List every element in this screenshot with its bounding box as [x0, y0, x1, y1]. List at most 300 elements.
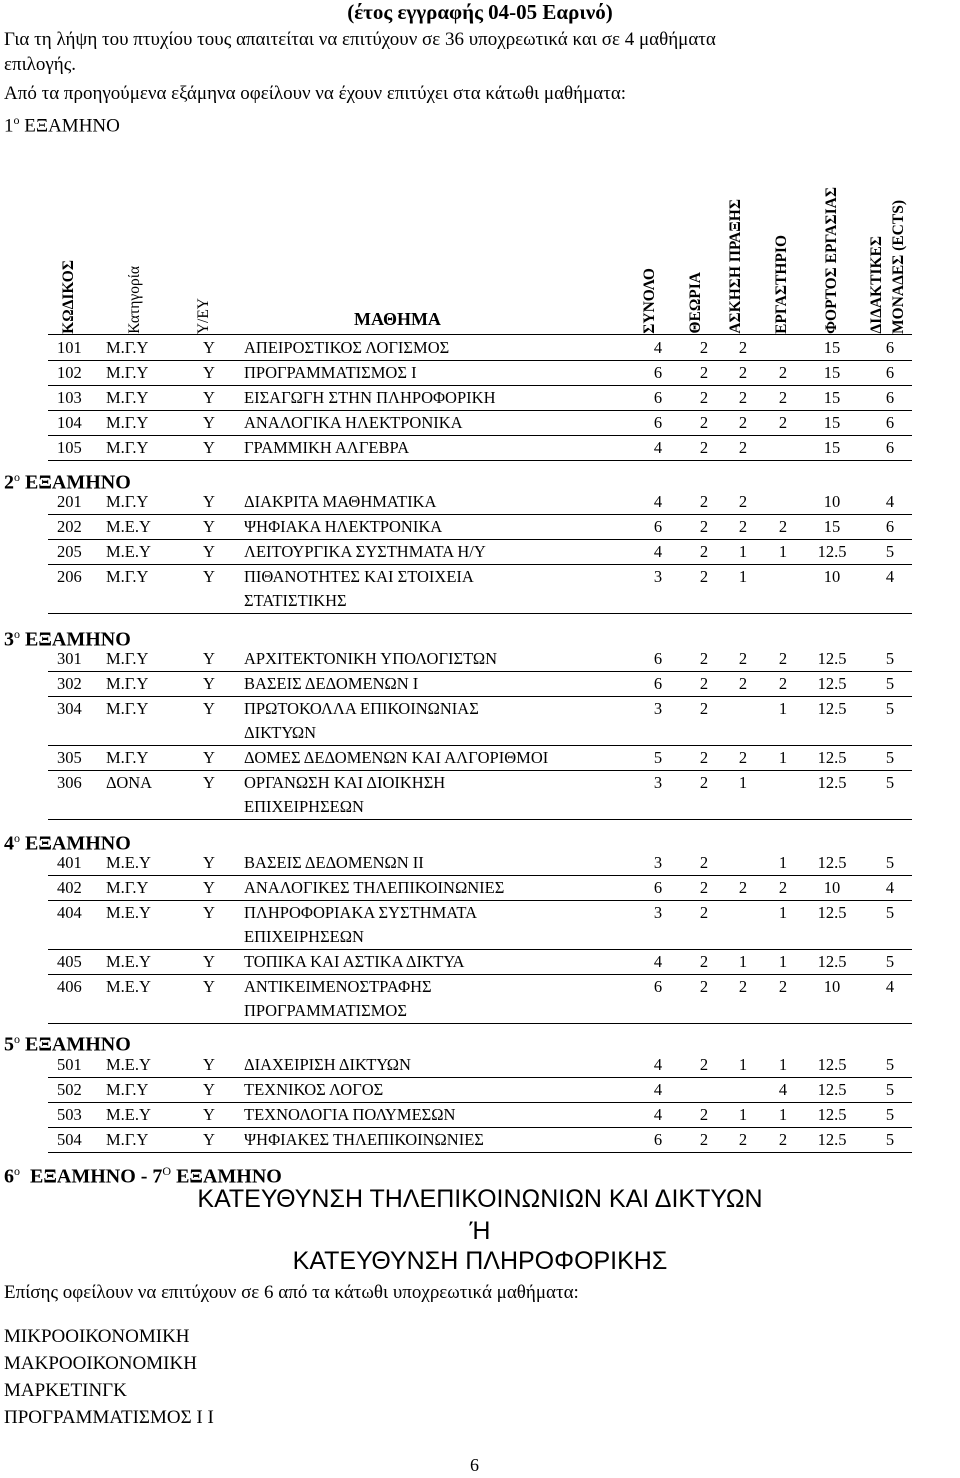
hours-total: 4 — [653, 1105, 663, 1124]
hours-lab: 2 — [778, 977, 788, 996]
semester-number: 5 — [4, 1033, 14, 1056]
hours-theory: 2 — [699, 438, 709, 457]
course-code: 404 — [57, 903, 82, 922]
course-name: ΨΗΦΙΑΚΑ ΗΛΕΚΤΡΟΝΙΚΑ — [244, 517, 443, 536]
hours-total: 4 — [653, 952, 663, 971]
course-category: Μ.Γ.Υ — [106, 699, 149, 718]
course-category: Μ.Γ.Υ — [106, 1130, 149, 1149]
hours-theory: 2 — [699, 674, 709, 693]
workload: 12.5 — [817, 1055, 847, 1074]
list-item: ΠΡΟΓΡΑΜΜΑΤΙΣΜΟΣ Ι Ι — [4, 1407, 214, 1428]
hours-practice: 2 — [738, 977, 748, 996]
course-code: 103 — [57, 388, 82, 407]
table-row — [0, 336, 960, 360]
course-code: 305 — [57, 748, 82, 767]
hours-total: 6 — [653, 649, 663, 668]
table-row — [0, 1078, 960, 1102]
hours-theory: 2 — [699, 338, 709, 357]
hours-theory: 2 — [699, 492, 709, 511]
header-ects-1: ΔΙΔΑΚΤΙΚΕΣ — [868, 236, 885, 334]
semester-number: 1 — [4, 115, 14, 137]
hours-practice: 2 — [738, 748, 748, 767]
course-code: 202 — [57, 517, 82, 536]
course-type: Υ — [203, 878, 215, 897]
hours-theory: 2 — [699, 773, 709, 792]
intro-line-2: επιλογής. — [4, 54, 77, 75]
course-category: Μ.Ε.Υ — [106, 903, 151, 922]
course-name: ΤΕΧΝΙΚΟΣ ΛΟΓΟΣ — [244, 1080, 384, 1099]
ects-credits: 5 — [885, 853, 895, 872]
ects-credits: 5 — [885, 952, 895, 971]
hours-lab: 2 — [778, 649, 788, 668]
hours-theory: 2 — [699, 977, 709, 996]
direction-informatics: ΚΑΤΕΥΘΥΝΣΗ ΠΛΗΡΟΦΟΡΙΚΗΣ — [292, 1247, 668, 1275]
hours-practice: 2 — [738, 878, 748, 897]
sem67-mid: ΕΞΑΜΗΝΟ - 7 — [30, 1165, 163, 1188]
hours-lab: 2 — [778, 517, 788, 536]
hours-theory: 2 — [699, 903, 709, 922]
course-category: Μ.Γ.Υ — [106, 413, 149, 432]
hours-total: 4 — [653, 438, 663, 457]
required-intro: Επίσης οφείλουν να επιτύχουν σε 6 από τα κάτωθι υποχρεωτικά μαθήματα: — [4, 1282, 579, 1303]
course-type: Υ — [203, 773, 215, 792]
table-row — [0, 1103, 960, 1127]
course-name: ΠΙΘΑΝΟΤΗΤΕΣ ΚΑΙ ΣΤΟΙΧΕΙΑ — [244, 567, 474, 586]
table-row — [0, 746, 960, 770]
workload: 12.5 — [817, 1130, 847, 1149]
table-row — [0, 647, 960, 671]
course-type: Υ — [203, 388, 215, 407]
hours-theory: 2 — [699, 413, 709, 432]
hours-theory: 2 — [699, 748, 709, 767]
course-code: 401 — [57, 853, 82, 872]
course-name: ΔΙΑΚΡΙΤΑ ΜΑΘΗΜΑΤΙΚΑ — [244, 492, 437, 511]
hours-total: 3 — [653, 903, 663, 922]
semester-word: ΕΞΑΜΗΝΟ — [25, 1033, 131, 1056]
row-divider — [48, 613, 912, 614]
course-category: ΔΟΝΑ — [106, 773, 153, 792]
header-type: Υ/ΕΥ — [195, 297, 212, 334]
course-name-continued: ΕΠΙΧΕΙΡΗΣΕΩΝ — [244, 927, 364, 946]
table-row — [0, 975, 960, 1020]
hours-practice: 2 — [738, 649, 748, 668]
semester-word: ΕΞΑΜΗΝΟ — [24, 115, 120, 137]
course-type: Υ — [203, 338, 215, 357]
course-name: ΔΟΜΕΣ ΔΕΔΟΜΕΝΩΝ ΚΑΙ ΑΛΓΟΡΙΘΜΟΙ — [244, 748, 549, 767]
course-category: Μ.Γ.Υ — [106, 748, 149, 767]
hours-lab: 2 — [778, 1130, 788, 1149]
workload: 12.5 — [817, 903, 847, 922]
table-row — [0, 672, 960, 696]
header-category: Κατηγορία — [126, 266, 143, 334]
hours-total: 3 — [653, 567, 663, 586]
header-lab: ΕΡΓΑΣΤΗΡΙΟ — [773, 235, 790, 334]
course-code: 102 — [57, 363, 82, 382]
workload: 15 — [823, 517, 841, 536]
hours-total: 6 — [653, 363, 663, 382]
workload: 12.5 — [817, 748, 847, 767]
page-number: 6 — [470, 1455, 479, 1475]
header-ects-2: ΜΟΝΑΔΕΣ (ECTS) — [890, 200, 907, 334]
hours-theory: 2 — [699, 853, 709, 872]
hours-lab: 1 — [778, 853, 788, 872]
header-total: ΣΥΝΟΛΟ — [641, 268, 658, 334]
course-name: ΓΡΑΜΜΙΚΗ ΑΛΓΕΒΡΑ — [244, 438, 410, 457]
hours-total: 6 — [653, 674, 663, 693]
course-type: Υ — [203, 413, 215, 432]
course-type: Υ — [203, 1130, 215, 1149]
course-category: Μ.Ε.Υ — [106, 977, 151, 996]
hours-total: 3 — [653, 699, 663, 718]
semester-sup: ο — [14, 470, 20, 484]
course-code: 502 — [57, 1080, 82, 1099]
ects-credits: 5 — [885, 1105, 895, 1124]
header-code: ΚΩΔΙΚΟΣ — [60, 260, 77, 334]
course-type: Υ — [203, 492, 215, 511]
course-type: Υ — [203, 748, 215, 767]
course-category: Μ.Γ.Υ — [106, 438, 149, 457]
course-name: ΑΝΑΛΟΓΙΚΑ ΗΛΕΚΤΡΟΝΙΚΑ — [244, 413, 463, 432]
table-row — [0, 515, 960, 539]
workload: 10 — [823, 878, 841, 897]
ects-credits: 5 — [885, 748, 895, 767]
hours-theory: 2 — [699, 567, 709, 586]
page-title: (έτος εγγραφής 04-05 Εαρινό) — [347, 0, 613, 24]
header-course: ΜΑΘΗΜΑ — [354, 309, 441, 329]
semester-word: ΕΞΑΜΗΝΟ — [25, 628, 131, 651]
workload: 12.5 — [817, 674, 847, 693]
row-divider — [48, 1023, 912, 1024]
hours-lab: 1 — [778, 542, 788, 561]
course-code: 301 — [57, 649, 82, 668]
course-code: 105 — [57, 438, 82, 457]
hours-total: 3 — [653, 773, 663, 792]
course-type: Υ — [203, 542, 215, 561]
course-category: Μ.Γ.Υ — [106, 338, 149, 357]
hours-total: 4 — [653, 1055, 663, 1074]
course-type: Υ — [203, 977, 215, 996]
table-row — [0, 540, 960, 564]
hours-practice: 1 — [738, 952, 748, 971]
course-category: Μ.Γ.Υ — [106, 649, 149, 668]
course-type: Υ — [203, 674, 215, 693]
course-type: Υ — [203, 1105, 215, 1124]
course-code: 504 — [57, 1130, 82, 1149]
course-type: Υ — [203, 952, 215, 971]
table-row — [0, 436, 960, 460]
list-item: ΜΙΚΡΟΟΙΚΟΝΟΜΙΚΗ — [4, 1326, 190, 1347]
course-name: ΔΙΑΧΕΙΡΙΣΗ ΔΙΚΤΥΩΝ — [244, 1055, 411, 1074]
course-category: Μ.Γ.Υ — [106, 363, 149, 382]
hours-theory: 2 — [699, 363, 709, 382]
course-name: ΠΡΟΓΡΑΜΜΑΤΙΣΜΟΣ Ι — [244, 363, 417, 382]
course-name: ΠΡΩΤΟΚΟΛΛΑ ΕΠΙΚΟΙΝΩΝΙΑΣ — [244, 699, 479, 718]
hours-lab: 1 — [778, 1105, 788, 1124]
hours-total: 6 — [653, 413, 663, 432]
hours-total: 4 — [653, 492, 663, 511]
course-name: ΤΕΧΝΟΛΟΓΙΑ ΠΟΛΥΜΕΣΩΝ — [244, 1105, 456, 1124]
course-type: Υ — [203, 699, 215, 718]
ects-credits: 5 — [885, 674, 895, 693]
hours-total: 6 — [653, 517, 663, 536]
table-row — [0, 851, 960, 875]
ects-credits: 5 — [885, 1055, 895, 1074]
workload: 12.5 — [817, 773, 847, 792]
intro-line-1: Για τη λήψη του πτυχίου τους απαιτείται να επιτύχουν σε 36 υποχρεωτικά και σε 4 μαθήματα — [4, 29, 716, 50]
course-name: ΟΡΓΑΝΩΣΗ ΚΑΙ ΔΙΟΙΚΗΣΗ — [244, 773, 446, 792]
workload: 12.5 — [817, 853, 847, 872]
semester-number: 3 — [4, 628, 14, 651]
ects-credits: 5 — [885, 699, 895, 718]
course-name: ΤΟΠΙΚΑ ΚΑΙ ΑΣΤΙΚΑ ΔΙΚΤΥΑ — [244, 952, 465, 971]
ects-credits: 5 — [885, 1080, 895, 1099]
ects-credits: 4 — [885, 878, 895, 897]
workload: 12.5 — [817, 542, 847, 561]
hours-practice: 1 — [738, 773, 748, 792]
ects-credits: 6 — [885, 338, 895, 357]
hours-theory: 2 — [699, 542, 709, 561]
course-category: Μ.Ε.Υ — [106, 1105, 151, 1124]
course-type: Υ — [203, 853, 215, 872]
course-type: Υ — [203, 1055, 215, 1074]
table-row — [0, 411, 960, 435]
workload: 15 — [823, 413, 841, 432]
sem67-sup-b: Ο — [162, 1164, 172, 1178]
course-code: 302 — [57, 674, 82, 693]
semester-sup: ο — [14, 627, 20, 641]
table-row — [0, 697, 960, 742]
row-divider — [48, 819, 912, 820]
hours-total: 4 — [653, 542, 663, 561]
course-code: 205 — [57, 542, 82, 561]
list-item: ΜΑΡΚΕΤΙΝΓΚ — [4, 1380, 127, 1401]
semester-heading-1 — [4, 108, 120, 138]
workload: 15 — [823, 338, 841, 357]
course-code: 206 — [57, 567, 82, 586]
workload: 10 — [823, 492, 841, 511]
hours-theory: 2 — [699, 649, 709, 668]
hours-lab: 1 — [778, 699, 788, 718]
workload: 15 — [823, 438, 841, 457]
course-code: 101 — [57, 338, 82, 357]
hours-practice: 2 — [738, 674, 748, 693]
hours-total: 4 — [653, 338, 663, 357]
list-item: ΜΑΚΡΟΟΙΚΟΝΟΜΙΚΗ — [4, 1353, 197, 1374]
hours-lab: 1 — [778, 903, 788, 922]
row-divider — [48, 460, 912, 461]
sem67-end: ΕΞΑΜΗΝΟ — [176, 1165, 282, 1188]
hours-total: 4 — [653, 1080, 663, 1099]
workload: 10 — [823, 977, 841, 996]
course-name: ΠΛΗΡΟΦΟΡΙΑΚΑ ΣΥΣΤΗΜΑΤΑ — [244, 903, 478, 922]
course-code: 406 — [57, 977, 82, 996]
required-list — [4, 1323, 214, 1431]
hours-lab: 1 — [778, 1055, 788, 1074]
ects-credits: 5 — [885, 773, 895, 792]
semester-number: 4 — [4, 832, 14, 855]
table-row — [0, 565, 960, 610]
semester-word: ΕΞΑΜΗΝΟ — [25, 832, 131, 855]
table-row — [0, 361, 960, 385]
course-name: ΑΡΧΙΤΕΚΤΟΝΙΚΗ ΥΠΟΛΟΓΙΣΤΩΝ — [244, 649, 498, 668]
course-name: ΑΝΑΛΟΓΙΚΕΣ ΤΗΛΕΠΙΚΟΙΝΩΝΙΕΣ — [244, 878, 505, 897]
course-name: ΒΑΣΕΙΣ ΔΕΔΟΜΕΝΩΝ Ι — [244, 674, 419, 693]
table-row — [0, 901, 960, 946]
course-name-continued: ΠΡΟΓΡΑΜΜΑΤΙΣΜΟΣ — [244, 1001, 407, 1020]
course-category: Μ.Γ.Υ — [106, 674, 149, 693]
ects-credits: 6 — [885, 388, 895, 407]
hours-practice: 2 — [738, 388, 748, 407]
course-category: Μ.Ε.Υ — [106, 853, 151, 872]
intro-line-3: Από τα προηγούμενα εξάμηνα οφείλουν να έχουν επιτύχει στα κάτωθι μαθήματα: — [4, 83, 627, 104]
hours-total: 6 — [653, 1130, 663, 1149]
hours-lab: 4 — [778, 1080, 788, 1099]
course-code: 405 — [57, 952, 82, 971]
direction-telecom: ΚΑΤΕΥΘΥΝΣΗ ΤΗΛΕΠΙΚΟΙΝΩΝΙΩΝ ΚΑΙ ΔΙΚΤΥΩΝ — [197, 1185, 763, 1213]
ects-credits: 6 — [885, 517, 895, 536]
hours-practice: 1 — [738, 1105, 748, 1124]
workload: 12.5 — [817, 1080, 847, 1099]
hours-lab: 2 — [778, 674, 788, 693]
course-type: Υ — [203, 903, 215, 922]
direction-or: Ή — [469, 1217, 491, 1245]
course-category: Μ.Γ.Υ — [106, 567, 149, 586]
hours-theory: 2 — [699, 952, 709, 971]
hours-practice: 2 — [738, 438, 748, 457]
workload: 12.5 — [817, 699, 847, 718]
course-name: ΨΗΦΙΑΚΕΣ ΤΗΛΕΠΙΚΟΙΝΩΝΙΕΣ — [244, 1130, 484, 1149]
course-type: Υ — [203, 363, 215, 382]
course-name: ΑΠΕΙΡΟΣΤΙΚΟΣ ΛΟΓΙΣΜΟΣ — [244, 338, 450, 357]
workload: 10 — [823, 567, 841, 586]
workload: 12.5 — [817, 1105, 847, 1124]
course-code: 501 — [57, 1055, 82, 1074]
hours-theory: 2 — [699, 1130, 709, 1149]
hours-theory: 2 — [699, 388, 709, 407]
semester-sup: ο — [14, 1032, 20, 1046]
workload: 15 — [823, 363, 841, 382]
table-row — [0, 386, 960, 410]
hours-practice: 2 — [738, 1130, 748, 1149]
course-name-continued: ΕΠΙΧΕΙΡΗΣΕΩΝ — [244, 797, 364, 816]
hours-lab: 2 — [778, 388, 788, 407]
course-type: Υ — [203, 649, 215, 668]
ects-credits: 5 — [885, 1130, 895, 1149]
hours-total: 3 — [653, 853, 663, 872]
course-code: 304 — [57, 699, 82, 718]
sem67-a: 6 — [4, 1165, 14, 1188]
course-category: Μ.Ε.Υ — [106, 517, 151, 536]
course-name: ΛΕΙΤΟΥΡΓΙΚΑ ΣΥΣΤΗΜΑΤΑ Η/Υ — [244, 542, 486, 561]
header-workload: ΦΟΡΤΟΣ ΕΡΓΑΣΙΑΣ — [823, 187, 840, 334]
ects-credits: 5 — [885, 649, 895, 668]
hours-theory: 2 — [699, 878, 709, 897]
hours-practice: 1 — [738, 1055, 748, 1074]
sem67-sup-a: ο — [14, 1164, 20, 1178]
ects-credits: 6 — [885, 413, 895, 432]
hours-total: 6 — [653, 878, 663, 897]
hours-lab: 2 — [778, 363, 788, 382]
course-category: Μ.Γ.Υ — [106, 388, 149, 407]
hours-total: 6 — [653, 977, 663, 996]
table-row — [0, 1128, 960, 1152]
course-name-continued: ΣΤΑΤΙΣΤΙΚΗΣ — [244, 591, 347, 610]
ects-credits: 4 — [885, 567, 895, 586]
course-name-continued: ΔΙΚΤΥΩΝ — [244, 723, 317, 742]
course-code: 306 — [57, 773, 82, 792]
hours-practice: 1 — [738, 542, 748, 561]
semester-sup: ο — [14, 831, 20, 845]
course-type: Υ — [203, 517, 215, 536]
course-category: Μ.Γ.Υ — [106, 878, 149, 897]
workload: 12.5 — [817, 952, 847, 971]
hours-theory: 2 — [699, 1105, 709, 1124]
hours-theory: 2 — [699, 1055, 709, 1074]
hours-lab: 1 — [778, 748, 788, 767]
ects-credits: 5 — [885, 903, 895, 922]
hours-practice: 2 — [738, 413, 748, 432]
hours-lab: 2 — [778, 413, 788, 432]
course-code: 201 — [57, 492, 82, 511]
hours-practice: 2 — [738, 363, 748, 382]
ects-credits: 4 — [885, 977, 895, 996]
course-category: Μ.Ε.Υ — [106, 952, 151, 971]
semester-word: ΕΞΑΜΗΝΟ — [25, 471, 131, 494]
table-row — [0, 490, 960, 514]
course-name: ΑΝΤΙΚΕΙΜΕΝΟΣΤΡΑΦΗΣ — [244, 977, 432, 996]
header-practice: ΑΣΚΗΣΗ ΠΡΑΞΗΣ — [727, 199, 744, 334]
workload: 12.5 — [817, 649, 847, 668]
course-category: Μ.Ε.Υ — [106, 542, 151, 561]
header-divider — [48, 334, 912, 335]
hours-total: 5 — [653, 748, 663, 767]
course-category: Μ.Ε.Υ — [106, 1055, 151, 1074]
hours-total: 6 — [653, 388, 663, 407]
hours-theory: 2 — [699, 699, 709, 718]
course-code: 402 — [57, 878, 82, 897]
hours-practice: 2 — [738, 338, 748, 357]
course-category: Μ.Γ.Υ — [106, 492, 149, 511]
hours-theory: 2 — [699, 517, 709, 536]
ects-credits: 6 — [885, 363, 895, 382]
course-code: 503 — [57, 1105, 82, 1124]
table-row — [0, 1053, 960, 1077]
hours-lab: 1 — [778, 952, 788, 971]
table-row — [0, 771, 960, 816]
table-row — [0, 950, 960, 974]
ects-credits: 5 — [885, 542, 895, 561]
course-type: Υ — [203, 567, 215, 586]
course-type: Υ — [203, 438, 215, 457]
hours-practice: 2 — [738, 492, 748, 511]
course-name: ΕΙΣΑΓΩΓΗ ΣΤΗΝ ΠΛΗΡΟΦΟΡΙΚΗ — [244, 388, 496, 407]
workload: 15 — [823, 388, 841, 407]
header-theory: ΘΕΩΡΙΑ — [687, 272, 704, 334]
course-name: ΒΑΣΕΙΣ ΔΕΔΟΜΕΝΩΝ ΙΙ — [244, 853, 424, 872]
hours-lab: 2 — [778, 878, 788, 897]
semester-number: 2 — [4, 471, 14, 494]
ects-credits: 6 — [885, 438, 895, 457]
ects-credits: 4 — [885, 492, 895, 511]
course-code: 104 — [57, 413, 82, 432]
row-divider — [48, 1152, 912, 1153]
course-type: Υ — [203, 1080, 215, 1099]
course-category: Μ.Γ.Υ — [106, 1080, 149, 1099]
table-row — [0, 876, 960, 900]
semester-sup: ο — [13, 113, 20, 127]
hours-practice: 1 — [738, 567, 748, 586]
hours-practice: 2 — [738, 517, 748, 536]
